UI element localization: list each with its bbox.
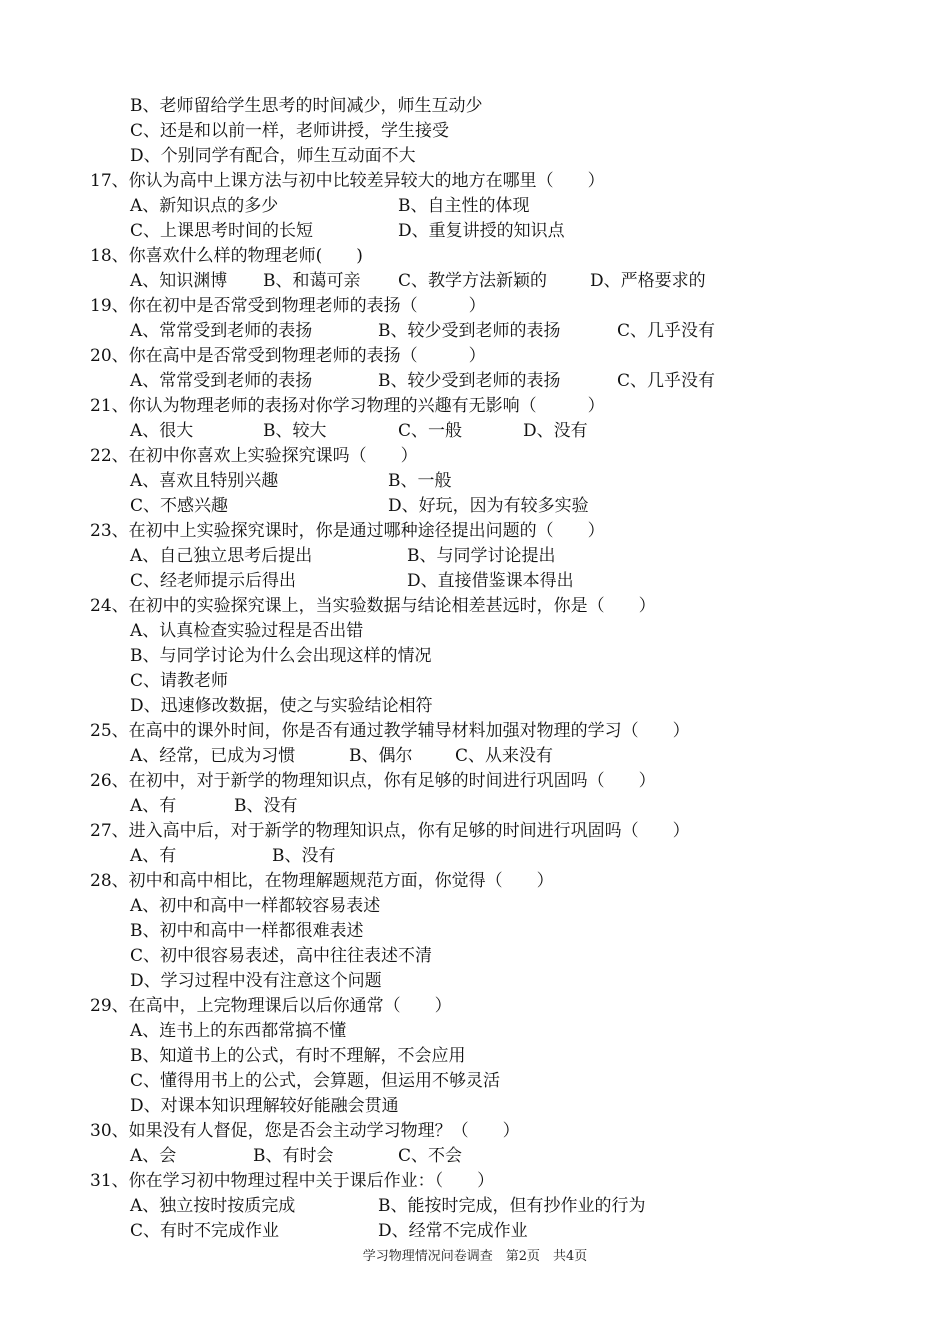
option-24c: C、请教老师 bbox=[130, 671, 229, 691]
option-line: C、还是和以前一样，老师讲授，学生接受 bbox=[130, 121, 450, 141]
option-30c: C、不会 bbox=[398, 1146, 463, 1166]
option-30b: B、有时会 bbox=[253, 1146, 334, 1166]
option-18b: B、和蔼可亲 bbox=[263, 271, 361, 291]
option-19b: B、较少受到老师的表扬 bbox=[378, 321, 561, 341]
option-31b: B、能按时完成，但有抄作业的行为 bbox=[378, 1196, 646, 1216]
option-28b: B、初中和高中一样都很难表述 bbox=[130, 921, 364, 941]
question-17: 17、你认为高中上课方法与初中比较差异较大的地方在哪里（ ） bbox=[90, 171, 605, 191]
question-23: 23、在初中上实验探究课时，你是通过哪种途径提出问题的（ ） bbox=[90, 521, 605, 541]
option-17a: A、新知识点的多少 bbox=[130, 196, 279, 216]
option-25c: C、从来没有 bbox=[455, 746, 554, 766]
option-18c: C、教学方法新颖的 bbox=[398, 271, 548, 291]
option-29b: B、知道书上的公式，有时不理解，不会应用 bbox=[130, 1046, 466, 1066]
option-29c: C、懂得用书上的公式，会算题，但运用不够灵活 bbox=[130, 1071, 501, 1091]
option-25b: B、偶尔 bbox=[349, 746, 413, 766]
option-24d: D、迅速修改数据，使之与实验结论相符 bbox=[130, 696, 433, 716]
option-22b: B、一般 bbox=[388, 471, 452, 491]
option-18a: A、知识渊博 bbox=[130, 271, 228, 291]
option-30a: A、会 bbox=[130, 1146, 177, 1166]
option-22c: C、不感兴趣 bbox=[130, 496, 229, 516]
option-26a: A、有 bbox=[130, 796, 177, 816]
option-23d: D、直接借鉴课本得出 bbox=[407, 571, 574, 591]
option-21a: A、很大 bbox=[130, 421, 194, 441]
option-28c: C、初中很容易表述，高中往往表述不清 bbox=[130, 946, 433, 966]
question-22: 22、在初中你喜欢上实验探究课吗（ ） bbox=[90, 446, 418, 466]
question-29: 29、在高中，上完物理课后以后你通常（ ） bbox=[90, 996, 452, 1016]
option-28a: A、初中和高中一样都较容易表述 bbox=[130, 896, 381, 916]
option-29d: D、对课本知识理解较好能融会贯通 bbox=[130, 1096, 399, 1116]
question-25: 25、在高中的课外时间，你是否有通过教学辅导材料加强对物理的学习（ ） bbox=[90, 721, 690, 741]
question-30: 30、如果没有人督促，您是否会主动学习物理？（ ） bbox=[90, 1121, 520, 1141]
option-31d: D、经常不完成作业 bbox=[378, 1221, 528, 1241]
option-25a: A、经常，已成为习惯 bbox=[130, 746, 296, 766]
option-26b: B、没有 bbox=[234, 796, 298, 816]
question-31: 31、你在学习初中物理过程中关于课后作业：（ ） bbox=[90, 1171, 495, 1191]
question-18: 18、你喜欢什么样的物理老师( ) bbox=[90, 246, 363, 266]
option-19a: A、常常受到老师的表扬 bbox=[130, 321, 313, 341]
option-31c: C、有时不完成作业 bbox=[130, 1221, 280, 1241]
question-27: 27、进入高中后，对于新学的物理知识点，你有足够的时间进行巩固吗（ ） bbox=[90, 821, 690, 841]
option-23c: C、经老师提示后得出 bbox=[130, 571, 297, 591]
option-19c: C、几乎没有 bbox=[617, 321, 716, 341]
question-28: 28、初中和高中相比，在物理解题规范方面，你觉得（ ） bbox=[90, 871, 554, 891]
option-17d: D、重复讲授的知识点 bbox=[398, 221, 565, 241]
option-24b: B、与同学讨论为什么会出现这样的情况 bbox=[130, 646, 432, 666]
question-26: 26、在初中，对于新学的物理知识点，你有足够的时间进行巩固吗（ ） bbox=[90, 771, 656, 791]
option-23b: B、与同学讨论提出 bbox=[407, 546, 556, 566]
option-21b: B、较大 bbox=[263, 421, 327, 441]
option-21d: D、没有 bbox=[523, 421, 588, 441]
option-31a: A、独立按时按质完成 bbox=[130, 1196, 296, 1216]
question-21: 21、你认为物理老师的表扬对你学习物理的兴趣有无影响（ ） bbox=[90, 396, 605, 416]
option-line: B、老师留给学生思考的时间减少，师生互动少 bbox=[130, 96, 483, 116]
option-27a: A、有 bbox=[130, 846, 177, 866]
option-20b: B、较少受到老师的表扬 bbox=[378, 371, 561, 391]
option-22a: A、喜欢且特别兴趣 bbox=[130, 471, 279, 491]
option-20c: C、几乎没有 bbox=[617, 371, 716, 391]
option-28d: D、学习过程中没有注意这个问题 bbox=[130, 971, 382, 991]
option-line: D、个别同学有配合，师生互动面不大 bbox=[130, 146, 416, 166]
question-19: 19、你在初中是否常受到物理老师的表扬（ ） bbox=[90, 296, 486, 316]
option-24a: A、认真检查实验过程是否出错 bbox=[130, 621, 364, 641]
option-29a: A、连书上的东西都常搞不懂 bbox=[130, 1021, 347, 1041]
question-24: 24、在初中的实验探究课上，当实验数据与结论相差甚远时，你是（ ） bbox=[90, 596, 656, 616]
option-17b: B、自主性的体现 bbox=[398, 196, 530, 216]
option-21c: C、一般 bbox=[398, 421, 463, 441]
option-27b: B、没有 bbox=[272, 846, 336, 866]
option-23a: A、自己独立思考后提出 bbox=[130, 546, 313, 566]
option-17c: C、上课思考时间的长短 bbox=[130, 221, 314, 241]
page-footer: 学习物理情况问卷调查 第2页 共4页 bbox=[362, 1249, 588, 1264]
option-22d: D、好玩，因为有较多实验 bbox=[388, 496, 589, 516]
question-20: 20、你在高中是否常受到物理老师的表扬（ ） bbox=[90, 346, 486, 366]
option-18d: D、严格要求的 bbox=[590, 271, 706, 291]
option-20a: A、常常受到老师的表扬 bbox=[130, 371, 313, 391]
